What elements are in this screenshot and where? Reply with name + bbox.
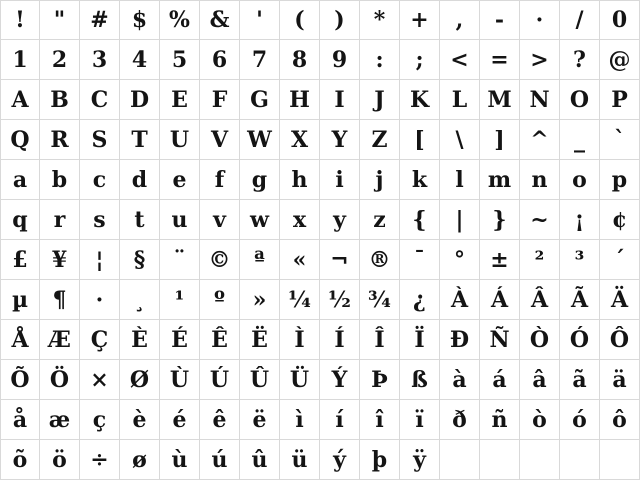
glyph-cell: u	[160, 200, 200, 240]
glyph-cell: Ü	[280, 360, 320, 400]
glyph-cell: S	[80, 120, 120, 160]
glyph-cell: K	[400, 80, 440, 120]
glyph-cell: ë	[240, 400, 280, 440]
glyph-cell: ê	[200, 400, 240, 440]
glyph-cell: q	[0, 200, 40, 240]
glyph-cell: (	[280, 0, 320, 40]
glyph-cell: Ú	[200, 360, 240, 400]
glyph-cell: Ø	[120, 360, 160, 400]
glyph-cell: û	[240, 440, 280, 480]
glyph-cell: Z	[360, 120, 400, 160]
glyph-cell: {	[400, 200, 440, 240]
glyph-cell: ô	[600, 400, 640, 440]
glyph-cell: A	[0, 80, 40, 120]
glyph-cell: U	[160, 120, 200, 160]
glyph-cell: µ	[0, 280, 40, 320]
glyph-cell: Ò	[520, 320, 560, 360]
glyph-cell: È	[120, 320, 160, 360]
glyph-cell: 8	[280, 40, 320, 80]
glyph-cell-empty	[600, 440, 640, 480]
glyph-cell: ù	[160, 440, 200, 480]
glyph-cell: ã	[560, 360, 600, 400]
glyph-cell: ü	[280, 440, 320, 480]
glyph-cell: ñ	[480, 400, 520, 440]
glyph-cell: ©	[200, 240, 240, 280]
glyph-cell: £	[0, 240, 40, 280]
glyph-cell: Ï	[400, 320, 440, 360]
glyph-cell: $	[120, 0, 160, 40]
glyph-cell: c	[80, 160, 120, 200]
glyph-cell: ª	[240, 240, 280, 280]
glyph-cell: D	[120, 80, 160, 120]
glyph-cell: t	[120, 200, 160, 240]
glyph-cell: B	[40, 80, 80, 120]
glyph-cell: H	[280, 80, 320, 120]
glyph-cell: ä	[600, 360, 640, 400]
glyph-cell: Ì	[280, 320, 320, 360]
glyph-cell: É	[160, 320, 200, 360]
glyph-cell: R	[40, 120, 80, 160]
glyph-cell: ð	[440, 400, 480, 440]
glyph-cell: *	[360, 0, 400, 40]
glyph-cell: _	[560, 120, 600, 160]
glyph-cell-empty	[560, 440, 600, 480]
glyph-cell: h	[280, 160, 320, 200]
glyph-cell: §	[120, 240, 160, 280]
glyph-cell: /	[560, 0, 600, 40]
glyph-cell: f	[200, 160, 240, 200]
glyph-cell: «	[280, 240, 320, 280]
glyph-cell: ´	[600, 240, 640, 280]
glyph-cell: T	[120, 120, 160, 160]
glyph-cell-empty	[520, 440, 560, 480]
glyph-cell: à	[440, 360, 480, 400]
glyph-cell: ï	[400, 400, 440, 440]
glyph-cell: 1	[0, 40, 40, 80]
glyph-cell: 9	[320, 40, 360, 80]
glyph-cell: Õ	[0, 360, 40, 400]
glyph-cell: #	[80, 0, 120, 40]
glyph-cell: V	[200, 120, 240, 160]
glyph-cell: ¨	[160, 240, 200, 280]
glyph-cell: w	[240, 200, 280, 240]
glyph-cell: 3	[80, 40, 120, 80]
glyph-cell: ý	[320, 440, 360, 480]
glyph-cell: º	[200, 280, 240, 320]
glyph-cell: ÿ	[400, 440, 440, 480]
glyph-cell: e	[160, 160, 200, 200]
glyph-cell: ì	[280, 400, 320, 440]
glyph-cell: ¥	[40, 240, 80, 280]
glyph-cell: L	[440, 80, 480, 120]
glyph-cell: [	[400, 120, 440, 160]
glyph-cell: ¹	[160, 280, 200, 320]
glyph-cell: g	[240, 160, 280, 200]
glyph-cell: r	[40, 200, 80, 240]
glyph-cell: ø	[120, 440, 160, 480]
glyph-cell: Ç	[80, 320, 120, 360]
glyph-cell: ±	[480, 240, 520, 280]
glyph-cell: í	[320, 400, 360, 440]
glyph-cell: +	[400, 0, 440, 40]
glyph-cell: ?	[560, 40, 600, 80]
glyph-cell: ]	[480, 120, 520, 160]
glyph-cell: o	[560, 160, 600, 200]
glyph-cell: 6	[200, 40, 240, 80]
glyph-cell: |	[440, 200, 480, 240]
glyph-cell: n	[520, 160, 560, 200]
glyph-cell: Ô	[600, 320, 640, 360]
glyph-cell: Þ	[360, 360, 400, 400]
glyph-cell: @	[600, 40, 640, 80]
glyph-cell: Ð	[440, 320, 480, 360]
glyph-cell: &	[200, 0, 240, 40]
glyph-cell: ò	[520, 400, 560, 440]
glyph-cell: Y	[320, 120, 360, 160]
glyph-cell: ·	[520, 0, 560, 40]
glyph-cell: ç	[80, 400, 120, 440]
glyph-cell: è	[120, 400, 160, 440]
glyph-cell: ;	[400, 40, 440, 80]
glyph-cell: z	[360, 200, 400, 240]
glyph-cell: !	[0, 0, 40, 40]
glyph-cell: y	[320, 200, 360, 240]
glyph-cell: '	[240, 0, 280, 40]
glyph-cell: m	[480, 160, 520, 200]
glyph-cell: 7	[240, 40, 280, 80]
glyph-cell: ¶	[40, 280, 80, 320]
glyph-cell: ß	[400, 360, 440, 400]
glyph-cell: î	[360, 400, 400, 440]
glyph-cell: J	[360, 80, 400, 120]
glyph-cell: °	[440, 240, 480, 280]
glyph-cell: a	[0, 160, 40, 200]
glyph-cell: Ó	[560, 320, 600, 360]
glyph-cell: O	[560, 80, 600, 120]
glyph-cell: Å	[0, 320, 40, 360]
glyph-cell: s	[80, 200, 120, 240]
glyph-cell: Ý	[320, 360, 360, 400]
glyph-cell: I	[320, 80, 360, 120]
glyph-cell: ³	[560, 240, 600, 280]
glyph-cell: X	[280, 120, 320, 160]
glyph-cell: l	[440, 160, 480, 200]
glyph-cell: )	[320, 0, 360, 40]
glyph-cell: j	[360, 160, 400, 200]
glyph-cell: Â	[520, 280, 560, 320]
glyph-cell: ,	[440, 0, 480, 40]
glyph-cell: ö	[40, 440, 80, 480]
glyph-cell: Ë	[240, 320, 280, 360]
glyph-cell: Ä	[600, 280, 640, 320]
glyph-cell-empty	[440, 440, 480, 480]
glyph-cell: ¾	[360, 280, 400, 320]
glyph-cell: ó	[560, 400, 600, 440]
glyph-cell: ·	[80, 280, 120, 320]
glyph-cell: Ö	[40, 360, 80, 400]
glyph-cell: Û	[240, 360, 280, 400]
glyph-cell: d	[120, 160, 160, 200]
glyph-cell: 4	[120, 40, 160, 80]
glyph-cell: -	[480, 0, 520, 40]
glyph-cell: ú	[200, 440, 240, 480]
glyph-cell-empty	[480, 440, 520, 480]
glyph-cell: À	[440, 280, 480, 320]
glyph-cell: N	[520, 80, 560, 120]
glyph-cell: P	[600, 80, 640, 120]
glyph-cell: Æ	[40, 320, 80, 360]
glyph-cell: Î	[360, 320, 400, 360]
glyph-cell: p	[600, 160, 640, 200]
glyph-cell: ½	[320, 280, 360, 320]
glyph-cell: 0	[600, 0, 640, 40]
glyph-cell: "	[40, 0, 80, 40]
glyph-cell: %	[160, 0, 200, 40]
glyph-cell: >	[520, 40, 560, 80]
glyph-cell: v	[200, 200, 240, 240]
glyph-cell: E	[160, 80, 200, 120]
glyph-cell: M	[480, 80, 520, 120]
glyph-cell: `	[600, 120, 640, 160]
glyph-cell: ®	[360, 240, 400, 280]
glyph-cell: i	[320, 160, 360, 200]
glyph-cell: é	[160, 400, 200, 440]
glyph-cell: ¡	[560, 200, 600, 240]
glyph-cell: =	[480, 40, 520, 80]
glyph-cell: æ	[40, 400, 80, 440]
glyph-cell: á	[480, 360, 520, 400]
glyph-cell: Á	[480, 280, 520, 320]
glyph-cell: 2	[40, 40, 80, 80]
glyph-cell: Ñ	[480, 320, 520, 360]
glyph-cell: x	[280, 200, 320, 240]
glyph-cell: ~	[520, 200, 560, 240]
glyph-cell: Ù	[160, 360, 200, 400]
glyph-cell: ¯	[400, 240, 440, 280]
glyph-cell: Í	[320, 320, 360, 360]
glyph-cell: <	[440, 40, 480, 80]
glyph-cell: ¿	[400, 280, 440, 320]
glyph-cell: \	[440, 120, 480, 160]
glyph-cell: W	[240, 120, 280, 160]
glyph-cell: }	[480, 200, 520, 240]
glyph-cell: ¼	[280, 280, 320, 320]
glyph-cell: Ê	[200, 320, 240, 360]
glyph-cell: b	[40, 160, 80, 200]
glyph-cell: õ	[0, 440, 40, 480]
glyph-cell: k	[400, 160, 440, 200]
glyph-cell: G	[240, 80, 280, 120]
glyph-cell: »	[240, 280, 280, 320]
glyph-cell: â	[520, 360, 560, 400]
glyph-cell: Q	[0, 120, 40, 160]
glyph-cell: Ã	[560, 280, 600, 320]
glyph-cell: þ	[360, 440, 400, 480]
glyph-cell: ^	[520, 120, 560, 160]
glyph-cell: 5	[160, 40, 200, 80]
glyph-cell: å	[0, 400, 40, 440]
glyph-cell: ²	[520, 240, 560, 280]
glyph-cell: ¢	[600, 200, 640, 240]
glyph-cell: C	[80, 80, 120, 120]
glyph-cell: :	[360, 40, 400, 80]
glyph-cell: ¬	[320, 240, 360, 280]
glyph-cell: ÷	[80, 440, 120, 480]
glyph-cell: ¸	[120, 280, 160, 320]
glyph-cell: ×	[80, 360, 120, 400]
glyph-cell: F	[200, 80, 240, 120]
glyph-cell: ¦	[80, 240, 120, 280]
